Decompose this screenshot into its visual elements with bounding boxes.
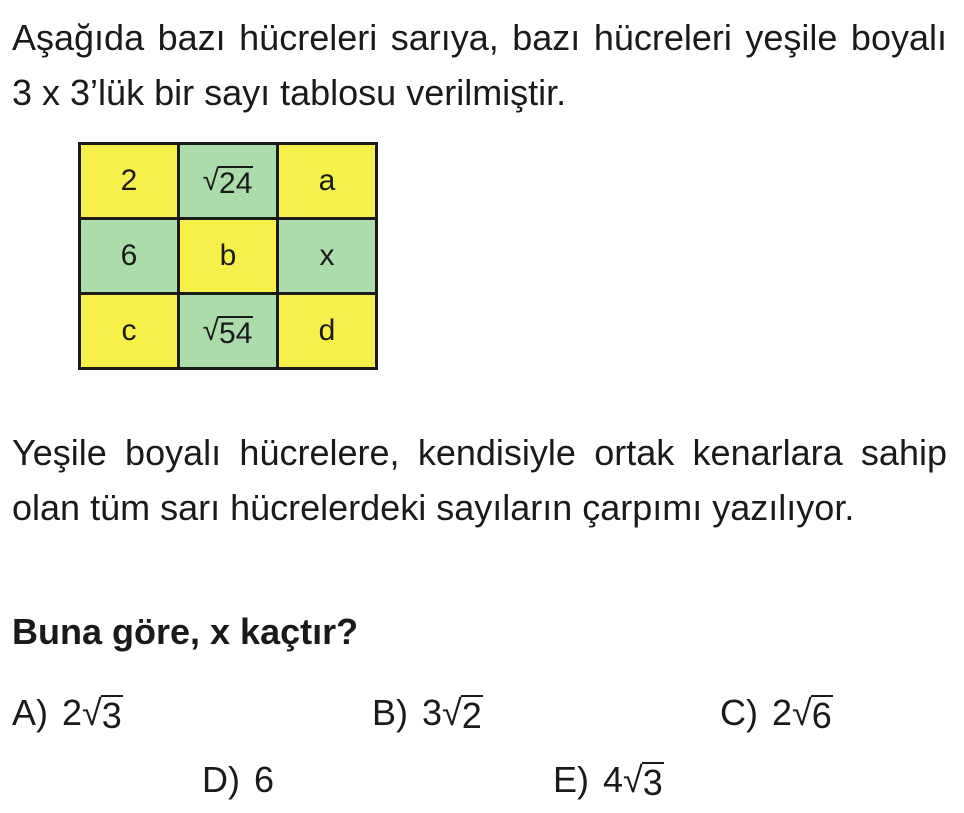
grid-cell-green: 6 [80, 219, 179, 294]
radical-symbol: √ [202, 163, 220, 197]
description-text: Yeşile boyalı hücrelere, kendisiyle ortak kenarlara sahip olan tüm sarı hücrelerdeki sayıların çarpımı yazılıyor. [12, 432, 947, 528]
sqrt-expression [82, 692, 123, 736]
grid-row [80, 294, 377, 369]
option-a[interactable] [12, 691, 123, 735]
radicand: 2 [461, 695, 482, 736]
option-c[interactable] [720, 691, 833, 735]
sqrt-expression [202, 313, 254, 350]
radicand: 54 [219, 316, 253, 350]
grid-row [80, 219, 377, 294]
radicand: 3 [101, 695, 122, 736]
sqrt-expression [202, 163, 254, 200]
option-label: A) [12, 692, 48, 733]
option-e[interactable] [553, 758, 664, 802]
radical-symbol: √ [442, 692, 462, 733]
option-coefficient: 3 [422, 692, 443, 733]
radical-symbol: √ [202, 313, 220, 347]
option-label: E) [553, 759, 589, 800]
grid-row [80, 144, 377, 219]
radicand: 3 [642, 762, 663, 803]
option-value: 6 [254, 759, 275, 800]
sqrt-expression [442, 692, 483, 736]
question-text: Buna göre, x kaçtır? [12, 611, 359, 652]
option-label: D) [202, 759, 240, 800]
grid-cell-yellow: a [278, 144, 377, 219]
option-label: C) [720, 692, 758, 733]
option-coefficient: 2 [772, 692, 793, 733]
option-coefficient: 2 [62, 692, 83, 733]
sqrt-expression [623, 759, 664, 803]
grid-cell-green: x [278, 219, 377, 294]
number-grid [78, 142, 378, 370]
grid-cell-green [179, 294, 278, 369]
option-d[interactable] [202, 758, 274, 802]
grid-cell-green [179, 144, 278, 219]
radical-symbol: √ [82, 692, 102, 733]
option-b[interactable] [372, 691, 483, 735]
radical-symbol: √ [792, 692, 812, 733]
option-label: B) [372, 692, 408, 733]
grid-cell-yellow: d [278, 294, 377, 369]
grid-cell-yellow: c [80, 294, 179, 369]
grid-cell-yellow: 2 [80, 144, 179, 219]
grid-cell-yellow: b [179, 219, 278, 294]
radicand: 24 [219, 166, 253, 200]
sqrt-expression [792, 692, 833, 736]
intro-text: Aşağıda bazı hücreleri sarıya, bazı hücreleri yeşile boyalı 3 x 3’lük bir sayı tablosu verilmiştir. [12, 17, 947, 113]
radical-symbol: √ [623, 759, 643, 800]
option-coefficient: 4 [603, 759, 624, 800]
radicand: 6 [811, 695, 832, 736]
